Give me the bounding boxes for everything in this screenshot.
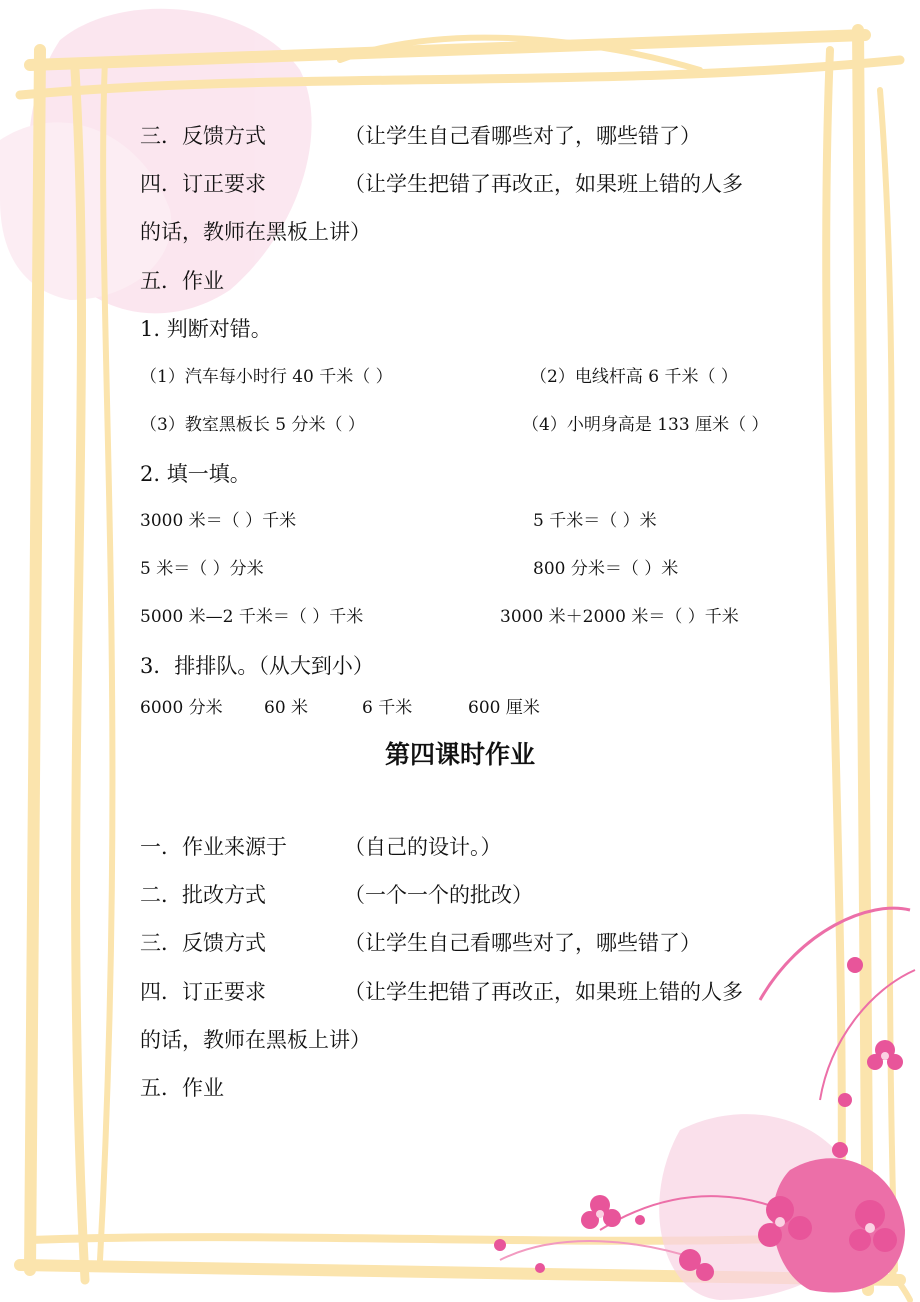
q2-item-3: 5 米＝（ ）分米 <box>140 559 264 579</box>
q3-item-3: 6 千米 <box>362 698 413 718</box>
lesson4-correction-note: （让学生把错了再改正，如果班上错的人多 <box>344 980 743 1004</box>
correction-requirement-continued: 的话，教师在黑板上讲） <box>140 220 371 244</box>
homework-source-label: 一．作业来源于 <box>140 835 287 859</box>
homework-heading: 五．作业 <box>140 269 224 293</box>
lesson4-correction-label: 四．订正要求 <box>140 980 266 1004</box>
feedback-method-note: （让学生自己看哪些对了，哪些错了） <box>344 124 701 148</box>
correction-requirement-note: （让学生把错了再改正，如果班上错的人多 <box>344 172 743 196</box>
q1-item-1: （1）汽车每小时行 40 千米（ ） <box>140 367 393 387</box>
lesson4-correction-row <box>140 978 743 1006</box>
q1-title: 1. 判断对错。 <box>140 317 272 341</box>
q2-item-4: 800 分米＝（ ）米 <box>533 559 679 579</box>
lesson4-feedback-row <box>140 929 701 957</box>
q1-item-2: （2）电线杆高 6 千米（ ） <box>530 367 738 387</box>
homework-source-row <box>140 833 502 861</box>
q1-item-3: （3）教室黑板长 5 分米（ ） <box>140 415 365 435</box>
q2-item-6: 3000 米＋2000 米＝（ ）千米 <box>500 607 739 627</box>
lesson4-feedback-label: 三．反馈方式 <box>140 931 266 955</box>
lesson4-correction-continued: 的话，教师在黑板上讲） <box>140 1028 371 1052</box>
q2-title: 2. 填一填。 <box>140 462 251 486</box>
q3-item-1: 6000 分米 <box>140 698 223 718</box>
correction-requirement-label: 四．订正要求 <box>140 172 266 196</box>
homework-source-note: （自己的设计。） <box>344 835 502 859</box>
grading-method-label: 二．批改方式 <box>140 883 266 907</box>
lesson4-feedback-note: （让学生自己看哪些对了，哪些错了） <box>344 931 701 955</box>
q1-item-4: （4）小明身高是 133 厘米（ ） <box>522 415 769 435</box>
feedback-method-row <box>140 122 701 150</box>
correction-requirement-row <box>140 170 743 198</box>
q3-title: 3．排排队。（从大到小） <box>140 654 374 678</box>
q2-item-2: 5 千米＝（ ）米 <box>533 511 657 531</box>
lesson4-homework-heading: 五．作业 <box>140 1076 224 1100</box>
grading-method-row <box>140 881 533 909</box>
q3-item-2: 60 米 <box>264 698 309 718</box>
q3-item-4: 600 厘米 <box>468 698 540 718</box>
grading-method-note: （一个一个的批改） <box>344 883 533 907</box>
q2-item-1: 3000 米＝（ ）千米 <box>140 511 297 531</box>
lesson4-title: 第四课时作业 <box>384 740 535 769</box>
q2-item-5: 5000 米—2 千米＝（ ）千米 <box>140 607 364 627</box>
feedback-method-label: 三．反馈方式 <box>140 124 266 148</box>
